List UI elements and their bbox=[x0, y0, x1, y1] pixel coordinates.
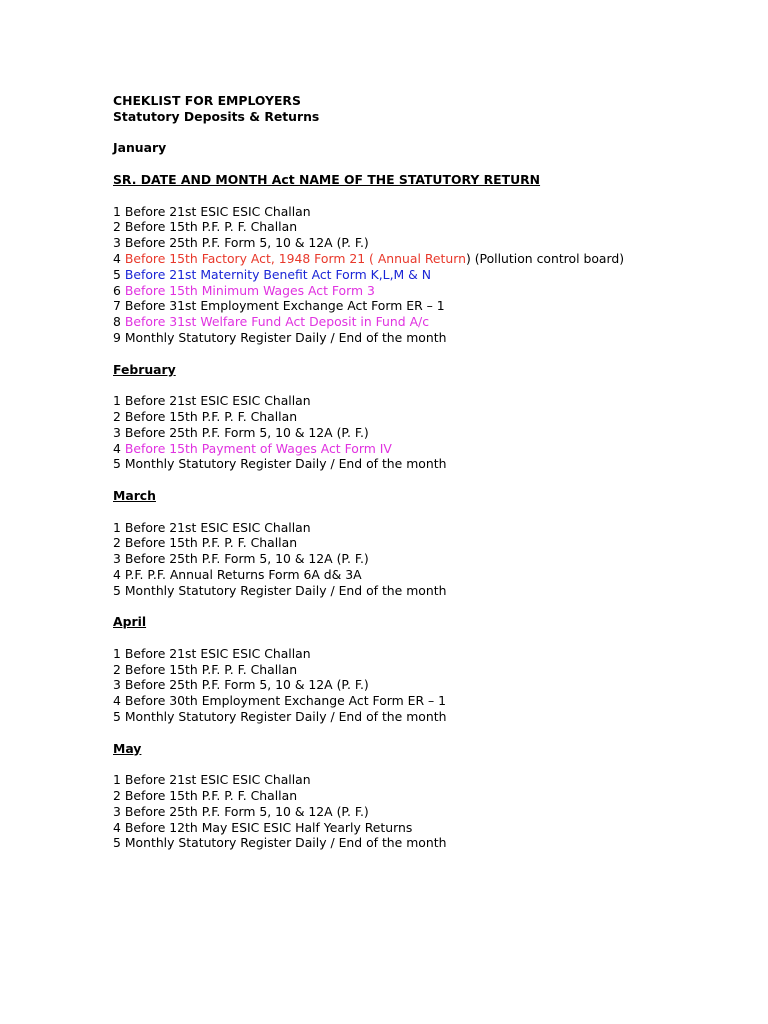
item-text: Monthly Statutory Register Daily / End of the month bbox=[124, 329, 447, 345]
list-item bbox=[113, 298, 753, 314]
item-text: Before 21st Maternity Benefit Act Form K,L,M & N bbox=[124, 266, 432, 282]
item-text: Before 15th P.F. P. F. Challan bbox=[124, 535, 298, 551]
item-number: 1 bbox=[113, 645, 121, 661]
item-number: 4 bbox=[113, 693, 121, 709]
item-number: 3 bbox=[113, 803, 121, 819]
item-number: 9 bbox=[113, 329, 121, 345]
item-text: Before 30th Employment Exchange Act Form ER – 1 bbox=[124, 693, 447, 709]
list-item bbox=[113, 251, 753, 267]
item-number: 2 bbox=[113, 788, 121, 804]
item-number: 8 bbox=[113, 314, 121, 330]
item-text: Before 15th Factory Act, 1948 Form 21 ( Annual Return bbox=[124, 250, 466, 266]
item-text: Before 15th P.F. P. F. Challan bbox=[124, 661, 298, 677]
list-item bbox=[113, 219, 753, 235]
list-item bbox=[113, 693, 753, 709]
item-number: 5 bbox=[113, 835, 121, 851]
item-text: Before 15th P.F. P. F. Challan bbox=[124, 408, 298, 424]
item-number: 3 bbox=[113, 424, 121, 440]
document-subtitle: Statutory Deposits & Returns bbox=[113, 108, 320, 124]
item-number: 2 bbox=[113, 535, 121, 551]
item-number: 4 bbox=[113, 566, 121, 582]
item-number: 1 bbox=[113, 772, 121, 788]
list-item bbox=[113, 520, 753, 536]
list-item bbox=[113, 393, 753, 409]
column-header: SR. DATE AND MONTH Act NAME OF THE STATUTORY RETURN bbox=[113, 171, 541, 187]
item-text: Before 31st Employment Exchange Act Form ER – 1 bbox=[124, 298, 445, 314]
item-number: 5 bbox=[113, 582, 121, 598]
item-number: 2 bbox=[113, 661, 121, 677]
item-number: 5 bbox=[113, 709, 121, 725]
list-item bbox=[113, 456, 753, 472]
item-text: Before 12th May ESIC ESIC Half Yearly Returns bbox=[124, 819, 413, 835]
item-text: Before 15th Minimum Wages Act Form 3 bbox=[124, 282, 375, 298]
item-number: 1 bbox=[113, 519, 121, 535]
item-text: Before 31st Welfare Fund Act Deposit in Fund A/c bbox=[124, 314, 430, 330]
item-text: Before 21st ESIC ESIC Challan bbox=[124, 645, 311, 661]
item-number: 4 bbox=[113, 250, 121, 266]
item-text: Before 21st ESIC ESIC Challan bbox=[124, 519, 311, 535]
list-item bbox=[113, 535, 753, 551]
item-number: 4 bbox=[113, 819, 121, 835]
month-heading-march: March bbox=[113, 487, 156, 503]
item-text: Before 15th P.F. P. F. Challan bbox=[124, 788, 298, 804]
list-item bbox=[113, 772, 753, 788]
item-text-suffix: ) (Pollution control board) bbox=[465, 250, 625, 266]
item-number: 1 bbox=[113, 203, 121, 219]
item-text: Monthly Statutory Register Daily / End of the month bbox=[124, 456, 447, 472]
list-item bbox=[113, 283, 753, 299]
item-number: 3 bbox=[113, 677, 121, 693]
item-text: Before 25th P.F. Form 5, 10 & 12A (P. F.) bbox=[124, 677, 369, 693]
month-heading-may: May bbox=[113, 740, 142, 756]
item-text: P.F. P.F. Annual Returns Form 6A d& 3A bbox=[124, 566, 362, 582]
list-item bbox=[113, 441, 753, 457]
item-text: Before 25th P.F. Form 5, 10 & 12A (P. F.) bbox=[124, 235, 369, 251]
item-number: 1 bbox=[113, 393, 121, 409]
item-text: Before 25th P.F. Form 5, 10 & 12A (P. F.) bbox=[124, 424, 369, 440]
item-number: 2 bbox=[113, 219, 121, 235]
list-item bbox=[113, 709, 753, 725]
list-item bbox=[113, 235, 753, 251]
list-item bbox=[113, 409, 753, 425]
list-item bbox=[113, 788, 753, 804]
list-item bbox=[113, 551, 753, 567]
month-heading-january: January bbox=[113, 140, 167, 156]
item-number: 2 bbox=[113, 408, 121, 424]
list-item bbox=[113, 835, 753, 851]
list-item bbox=[113, 204, 753, 220]
list-item bbox=[113, 804, 753, 820]
month-heading-april: April bbox=[113, 614, 147, 630]
item-number: 3 bbox=[113, 235, 121, 251]
item-text: Before 25th P.F. Form 5, 10 & 12A (P. F.) bbox=[124, 803, 369, 819]
item-number: 7 bbox=[113, 298, 121, 314]
item-text: Before 25th P.F. Form 5, 10 & 12A (P. F.) bbox=[124, 551, 369, 567]
item-text: Before 21st ESIC ESIC Challan bbox=[124, 393, 311, 409]
document-body bbox=[113, 93, 753, 851]
list-item bbox=[113, 820, 753, 836]
item-text: Monthly Statutory Register Daily / End of the month bbox=[124, 709, 447, 725]
item-number: 5 bbox=[113, 266, 121, 282]
list-item bbox=[113, 425, 753, 441]
list-item bbox=[113, 677, 753, 693]
month-heading-february: February bbox=[113, 361, 176, 377]
list-item bbox=[113, 267, 753, 283]
item-number: 4 bbox=[113, 440, 121, 456]
list-item bbox=[113, 646, 753, 662]
list-item bbox=[113, 583, 753, 599]
list-item bbox=[113, 330, 753, 346]
list-item bbox=[113, 314, 753, 330]
item-number: 3 bbox=[113, 551, 121, 567]
item-text: Monthly Statutory Register Daily / End of the month bbox=[124, 835, 447, 851]
item-number: 6 bbox=[113, 282, 121, 298]
item-text: Before 15th Payment of Wages Act Form IV bbox=[124, 440, 392, 456]
item-text: Before 15th P.F. P. F. Challan bbox=[124, 219, 298, 235]
item-number: 5 bbox=[113, 456, 121, 472]
item-text: Monthly Statutory Register Daily / End of the month bbox=[124, 582, 447, 598]
document-title: CHEKLIST FOR EMPLOYERS bbox=[113, 93, 301, 108]
item-text: Before 21st ESIC ESIC Challan bbox=[124, 203, 311, 219]
list-item bbox=[113, 567, 753, 583]
item-text: Before 21st ESIC ESIC Challan bbox=[124, 772, 311, 788]
list-item bbox=[113, 662, 753, 678]
